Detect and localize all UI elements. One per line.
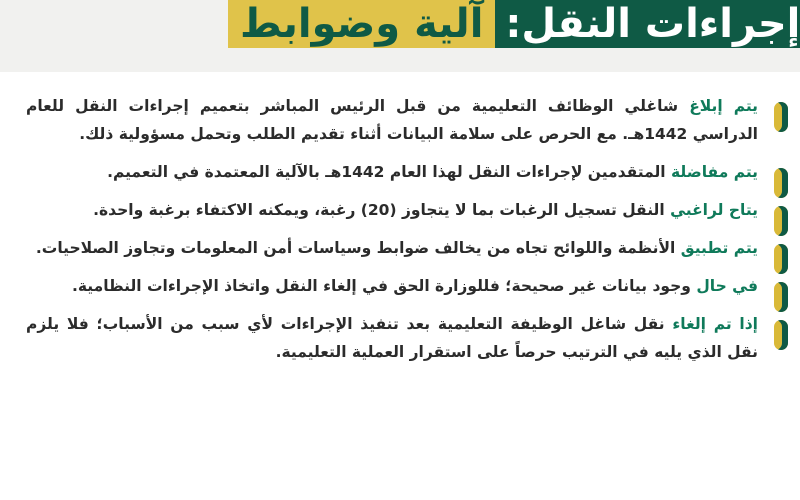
title-main: إجراءات النقل: bbox=[495, 0, 800, 48]
list-item bbox=[0, 310, 800, 366]
item-keyword: يتم مفاضلة bbox=[671, 163, 758, 181]
item-keyword: في حال bbox=[696, 277, 758, 295]
bullet-icon bbox=[774, 320, 788, 350]
item-keyword: يتاح لراغبي bbox=[670, 201, 758, 219]
list-item bbox=[0, 272, 800, 300]
item-text bbox=[26, 272, 758, 300]
item-text bbox=[26, 234, 758, 262]
item-text bbox=[26, 92, 758, 148]
item-body: النقل تسجيل الرغبات بما لا يتجاوز (20) رغبة، ويمكنه الاكتفاء برغبة واحدة. bbox=[93, 201, 665, 219]
item-body: شاغلي الوظائف التعليمية من قبل الرئيس المباشر بتعميم إجراءات النقل للعام الدراسي 1442هـ. مع الحرص على سلامة البيانات أثناء تقديم الطلب وتحمل مسؤولية ذلك. bbox=[26, 97, 758, 143]
item-text bbox=[26, 196, 758, 224]
list-item bbox=[0, 158, 800, 186]
list-item bbox=[0, 196, 800, 224]
item-body: وجود بيانات غير صحيحة؛ فللوزارة الحق في إلغاء النقل واتخاذ الإجراءات النظامية. bbox=[71, 277, 691, 295]
item-keyword: يتم إبلاغ bbox=[689, 97, 758, 115]
bullet-icon bbox=[774, 282, 788, 312]
bullet-icon bbox=[774, 206, 788, 236]
item-keyword: يتم تطبيق bbox=[680, 239, 758, 257]
bullet-icon bbox=[774, 102, 788, 132]
rules-list bbox=[0, 92, 800, 376]
item-text bbox=[26, 310, 758, 366]
item-keyword: إذا تم إلغاء bbox=[672, 315, 758, 333]
item-body: المتقدمين لإجراءات النقل لهذا العام 1442هـ بالآلية المعتمدة في التعميم. bbox=[107, 163, 666, 181]
list-item bbox=[0, 92, 800, 148]
list-item bbox=[0, 234, 800, 262]
page-title bbox=[228, 0, 800, 48]
bullet-icon bbox=[774, 244, 788, 274]
item-text bbox=[26, 158, 758, 186]
item-body: نقل شاغل الوظيفة التعليمية بعد تنفيذ الإجراءات لأي سبب من الأسباب؛ فلا يلزم نقل الذي يليه في الترتيب حرصاً على استقرار العملية التعليمية. bbox=[26, 315, 758, 361]
title-accent: آلية وضوابط bbox=[228, 0, 495, 48]
item-body: الأنظمة واللوائح تجاه من يخالف ضوابط وسياسات أمن المعلومات وتجاوز الصلاحيات. bbox=[35, 239, 676, 257]
bullet-icon bbox=[774, 168, 788, 198]
